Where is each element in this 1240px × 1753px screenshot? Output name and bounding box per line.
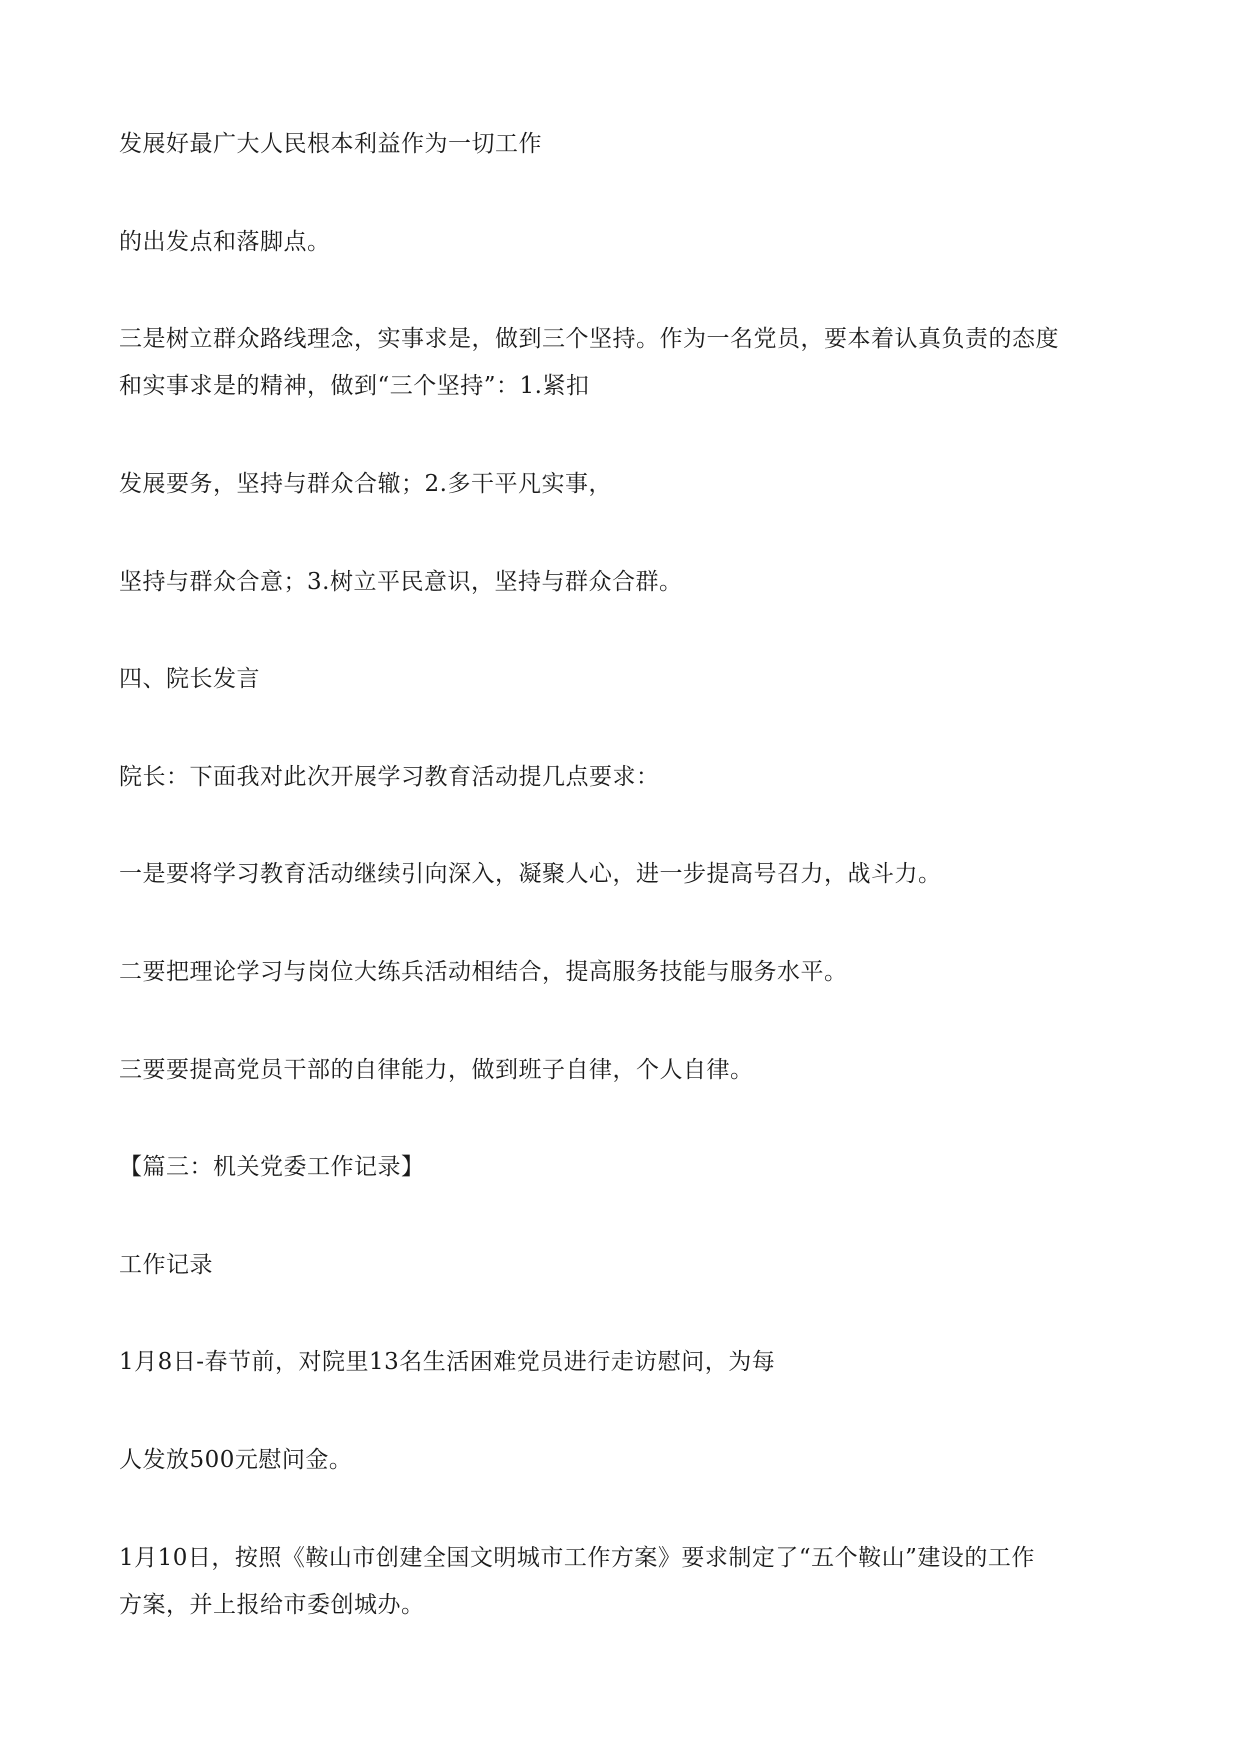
paragraph-line: 人发放500元慰问金。 xyxy=(119,1447,353,1473)
paragraph-line: 三是树立群众路线理念，实事求是，做到三个坚持。作为一名党员，要本着认真负责的态度 xyxy=(119,326,1059,352)
paragraph-line: 发展要务，坚持与群众合辙；2.多干平凡实事， xyxy=(119,471,612,497)
section-heading: 工作记录 xyxy=(119,1252,213,1278)
paragraph-line: 坚持与群众合意；3.树立平民意识，坚持与群众合群。 xyxy=(119,569,683,595)
paragraph-line: 一是要将学习教育活动继续引向深入，凝聚人心，进一步提高号召力，战斗力。 xyxy=(119,861,942,887)
paragraph-line: 1月8日-春节前，对院里13名生活困难党员进行走访慰问，为每 xyxy=(119,1349,776,1375)
paragraph-line: 1月10日，按照《鞍山市创建全国文明城市工作方案》要求制定了“五个鞍山”建设的工作 xyxy=(119,1545,1035,1571)
paragraph-line: 二要把理论学习与岗位大练兵活动相结合，提高服务技能与服务水平。 xyxy=(119,959,848,985)
paragraph-line: 方案，并上报给市委创城办。 xyxy=(119,1592,425,1618)
section-heading: 四、院长发言 xyxy=(119,666,260,692)
paragraph-line: 三要要提高党员干部的自律能力，做到班子自律，个人自律。 xyxy=(119,1057,754,1083)
paragraph-line: 和实事求是的精神，做到“三个坚持”：1.紧扣 xyxy=(119,373,590,399)
paragraph-line: 的出发点和落脚点。 xyxy=(119,229,331,255)
paragraph-line: 院长：下面我对此次开展学习教育活动提几点要求： xyxy=(119,764,660,790)
paragraph-line: 发展好最广大人民根本利益作为一切工作 xyxy=(119,131,542,157)
chapter-title: 【篇三：机关党委工作记录】 xyxy=(119,1154,425,1180)
